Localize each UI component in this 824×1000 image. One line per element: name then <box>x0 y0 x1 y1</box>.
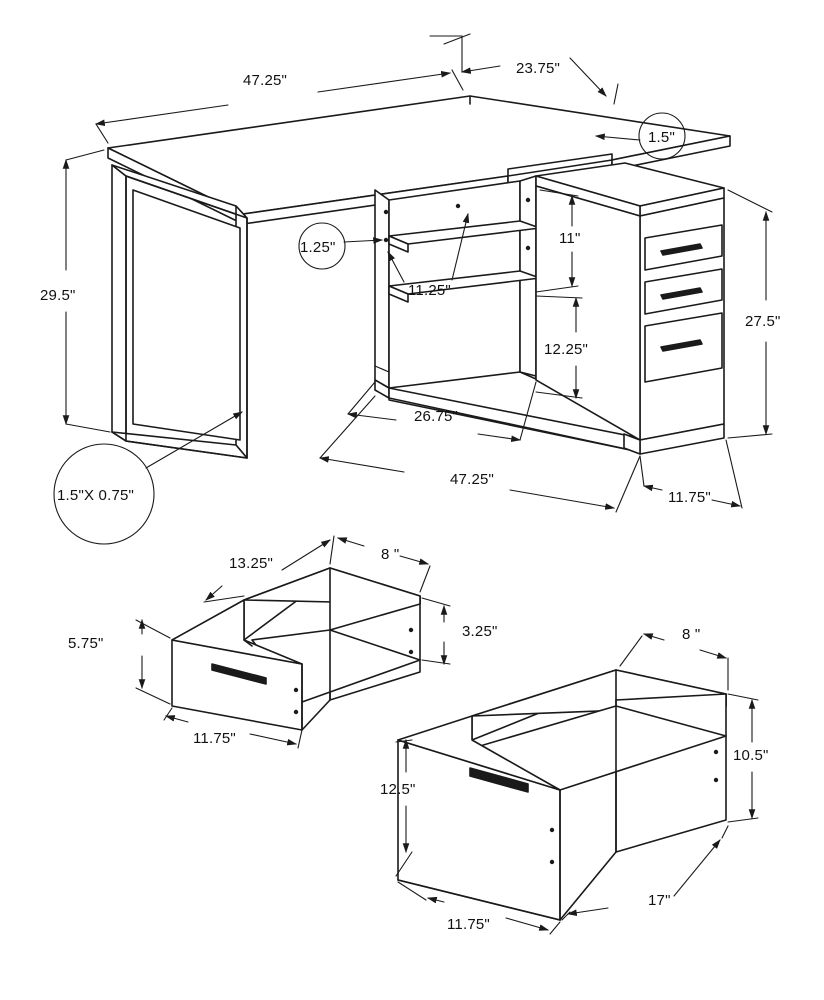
dim-large-drawer-box-height: 10.5" <box>733 747 769 764</box>
dim-large-drawer-inner-depth: 17" <box>648 892 671 909</box>
dim-desk-top-depth: 23.75" <box>516 60 561 77</box>
dim-small-drawer-inner-depth: 13.25" <box>229 555 274 572</box>
dim-large-drawer-face-width: 11.75" <box>447 916 490 933</box>
dim-shelf-thickness-callout: 1.25" <box>300 239 336 256</box>
desk-left-leg <box>112 165 247 458</box>
dim-cabinet-width: 11.75" <box>668 489 711 506</box>
dim-shelf-depth: 11.25" <box>408 282 451 299</box>
large-drawer-body <box>398 670 726 920</box>
dim-small-drawer-face-width: 11.75" <box>193 730 236 747</box>
dim-desk-height: 29.5" <box>40 287 76 304</box>
dim-large-drawer-face-height: 12.5" <box>380 781 416 798</box>
dim-open-shelf-width: 26.75" <box>414 408 459 425</box>
dim-small-drawer-box-height: 3.25" <box>462 623 498 640</box>
dim-desk-top-width: 47.25" <box>243 72 288 89</box>
dim-upper-compartment-height: 11" <box>559 230 581 247</box>
dim-base-width: 47.25" <box>450 471 495 488</box>
dim-large-drawer-inner-width: 8 " <box>682 626 701 643</box>
dim-lower-compartment-height: 12.25" <box>544 341 589 358</box>
dim-small-drawer-inner-width: 8 " <box>381 546 400 563</box>
dim-top-thickness-callout: 1.5" <box>648 129 675 146</box>
dim-leg-profile-callout: 1.5"X 0.75" <box>57 487 135 504</box>
dim-small-drawer-face-height: 5.75" <box>68 635 104 652</box>
dim-cabinet-height: 27.5" <box>745 313 781 330</box>
small-drawer-body <box>172 568 420 730</box>
